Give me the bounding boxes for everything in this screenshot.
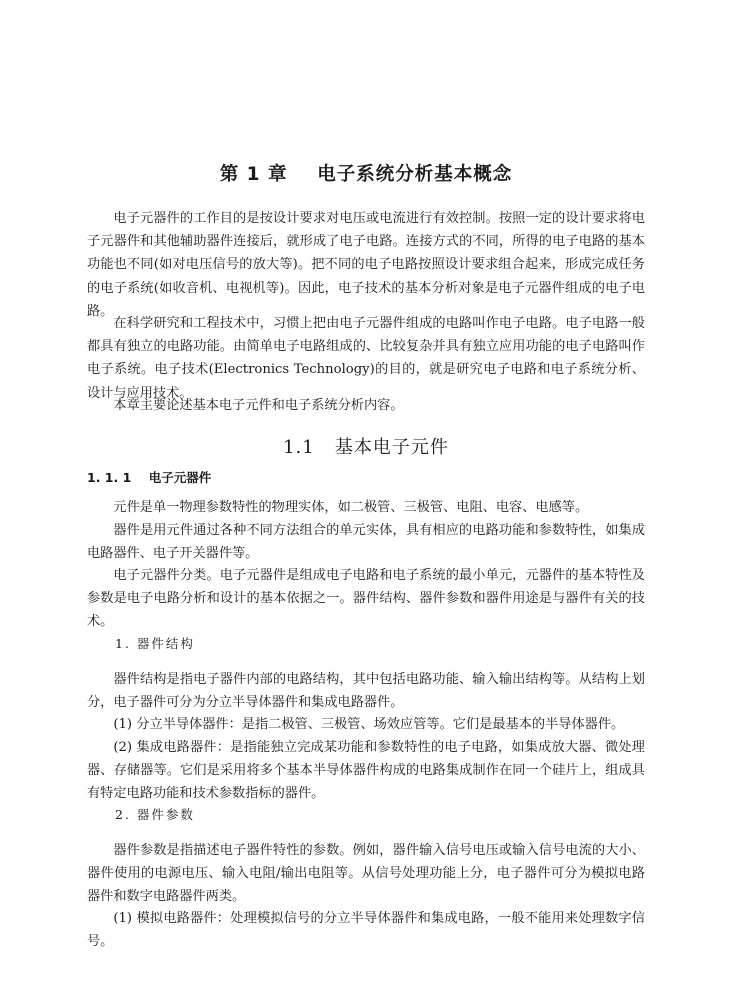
section-title: 1.1 基本电子元件: [283, 437, 449, 458]
parameters-paragraph-2: (1) 模拟电路器件：处理模拟信号的分立半导体器件和集成电路，一般不能用来处理数字信号。: [87, 911, 645, 950]
chapter-title: 第 1 章 电子系统分析基本概念: [219, 164, 513, 185]
subsection-title: 1. 1. 1 电子元器件: [87, 470, 212, 485]
intro-paragraph-1: 电子元器件的工作目的是按设计要求对电压或电流进行有效控制。按照一定的设计要求将电子元器件和其他辅助器件连接后，就形成了电子电路。连接方式的不同，所得的电子电路的基本功能也不同(如对电压信号的放大等)。把不同的电子电路按照设计要求组合起来，形成完成任务的电子系统(如收音机、电视机等)。因此，电子技术的基本分析对象是电子元器件组成的电子电路。: [87, 211, 645, 319]
structure-paragraph-2: (1) 分立半导体器件：是指二极管、三极管、场效应管等。它们是最基本的半导体器件。: [113, 717, 625, 732]
parameters-paragraph-1: 器件参数是指描述电子器件特性的参数。例如，器件输入信号电压或输入信号电流的大小、器件使用的电源电压、输入电阻/输出电阻等。从信号处理功能上分，电子器件可分为模拟电路器件和数字电路器件两类。: [87, 843, 645, 905]
subsection-paragraph-3: 电子元器件分类。电子元器件是组成电子电路和电子系统的最小单元，元器件的基本特性及参数是电子电路分析和设计的基本依据之一。器件结构、器件参数和器件用途是与器件有关的技术。: [87, 568, 645, 630]
intro-paragraph-3: 本章主要论述基本电子元件和电子系统分析内容。: [113, 398, 404, 413]
subsection-paragraph-1: 元件是单一物理参数特性的物理实体，如二极管、三极管、电阻、电容、电感等。: [113, 500, 589, 515]
structure-heading: 1. 器件结构: [115, 636, 195, 651]
structure-paragraph-3: (2) 集成电路器件：是指能独立完成某功能和参数特性的电子电路，如集成放大器、微处理器、存储器等。它们是采用将多个基本半导体器件构成的电路集成制作在同一个硅片上，组成具有特定电路功能和技术参数指标的器件。: [87, 740, 645, 802]
intro-paragraph-2: 在科学研究和工程技术中，习惯上把由电子元器件组成的电路叫作电子电路。电子电路一般都具有独立的电路功能。由简单电子电路组成的、比较复杂并具有独立应用功能的电子电路叫作电子系统。电子技术(Electronics Technology)的目的，就是研究电子电路和电子系统分析、设计与应用技术。: [87, 316, 645, 401]
structure-paragraph-1: 器件结构是指电子器件内部的电路结构，其中包括电路功能、输入输出结构等。从结构上划分，电子器件可分为分立半导体器件和集成电路器件。: [87, 672, 645, 711]
subsection-paragraph-2: 器件是用元件通过各种不同方法组合的单元实体，具有相应的电路功能和参数特性，如集成电路器件、电子开关器件等。: [87, 523, 645, 562]
parameters-heading: 2. 器件参数: [115, 807, 195, 822]
